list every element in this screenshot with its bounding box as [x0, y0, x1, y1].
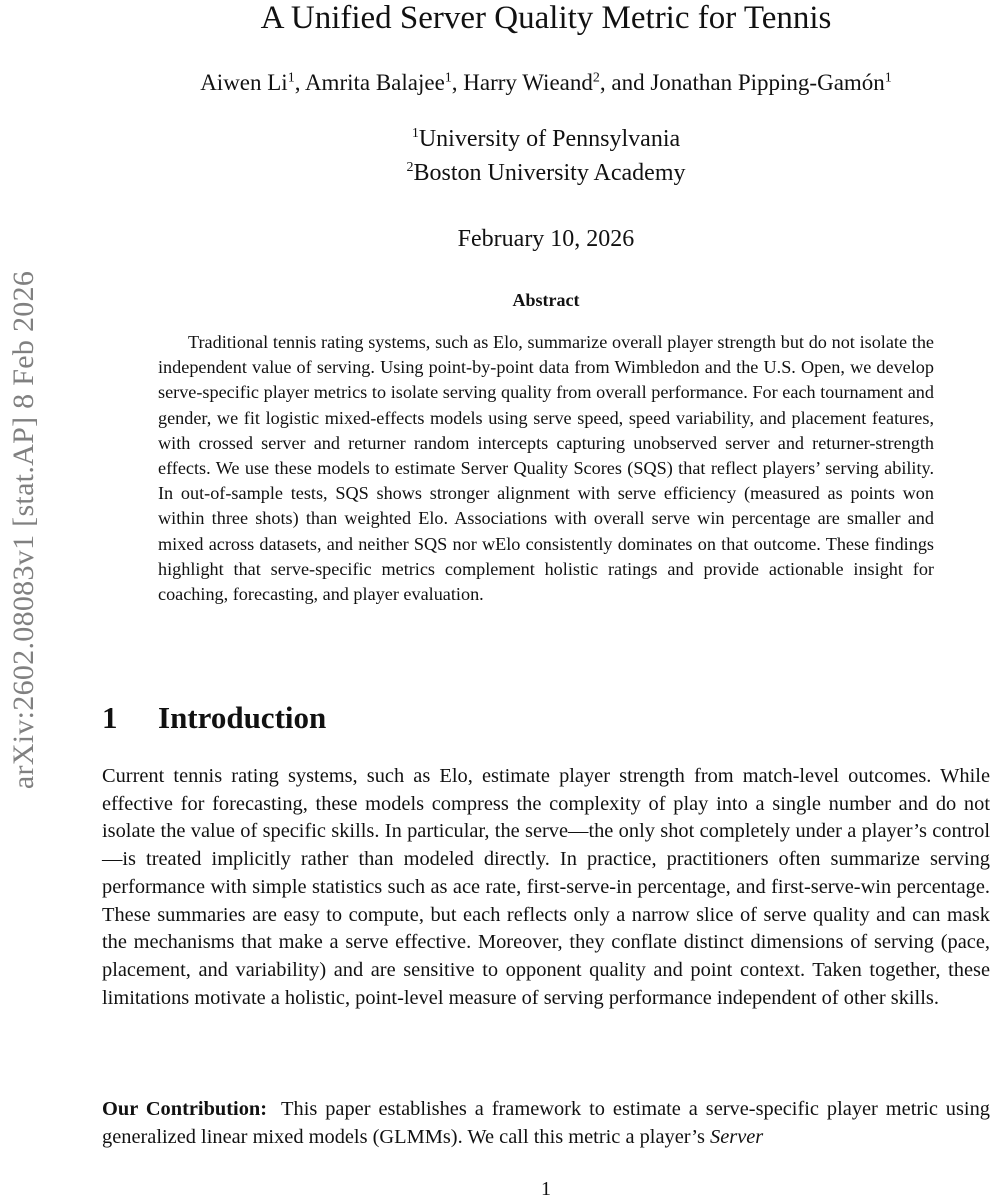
contribution-paragraph: [102, 1096, 990, 1151]
author-name: Harry Wieand: [463, 70, 593, 95]
abstract-text: Traditional tennis rating systems, such as Elo, summarize overall player strength but do not isolate the independent value of serving. Using point-by-point data from Wimbledon and the U.S. Open, we develop serve-specific player metrics to isolate serving quality from overall performance. For each tournament and gender, we fit logistic mixed-effects models using serve speed, speed variability, and placement features, with crossed server and returner random intercepts capturing unobserved server and returner-strength effects. We use these models to estimate Server Quality Scores (SQS) that reflect players’ serving ability. In out-of-sample tests, SQS shows stronger alignment with serve efficiency (measured as points won within three shots) than weighted Elo. Associations with overall serve win percentage are smaller and mixed across datasets, and neither SQS nor wElo consistently dominates on that outcome. These findings highlight that serve-specific metrics complement holistic ratings and provide actionable insight for coaching, forecasting, and player evaluation.: [158, 332, 934, 605]
section-heading: [102, 700, 326, 736]
section-number: 1: [102, 700, 118, 735]
contribution-italic-term: Server: [710, 1125, 764, 1148]
page-number: 1: [541, 1178, 551, 1200]
affiliation: [100, 126, 992, 153]
affiliation-name: Boston University Academy: [413, 160, 686, 186]
section-title: Introduction: [158, 700, 327, 735]
affiliation: [100, 160, 992, 187]
author-name: Aiwen Li: [200, 70, 288, 95]
author-affiliation-mark: 1: [444, 70, 452, 86]
author-affiliation-mark: 2: [592, 70, 600, 86]
affiliation-name: University of Pennsylvania: [418, 126, 681, 152]
arxiv-sidebar-stamp: [4, 200, 44, 860]
arxiv-identifier: arXiv:2602.08083v1 [stat.AP] 8 Feb 2026: [7, 270, 40, 790]
affiliation-mark: 1: [411, 126, 419, 141]
author-affiliation-mark: 1: [287, 70, 295, 86]
contribution-label: Our Contribution:: [102, 1098, 268, 1120]
author-name: Amrita Balajee: [304, 70, 445, 95]
author-name: Jonathan Pipping-Gamón: [650, 70, 885, 95]
abstract-heading: Abstract: [512, 290, 580, 310]
author-list: [100, 70, 992, 96]
author-affiliation-mark: 1: [884, 70, 892, 86]
paper-title: A Unified Server Quality Metric for Tennis: [260, 0, 832, 36]
author-separator: , and: [599, 70, 651, 95]
affiliation-mark: 2: [406, 160, 414, 175]
publication-date: February 10, 2026: [457, 226, 635, 252]
introduction-paragraph: Current tennis rating systems, such as Elo, estimate player strength from match-level outcomes. While effective for forecasting, these models compress the complexity of play into a single number and do not isolate the value of specific skills. In particular, the serve—the only shot completely under a player’s control—is treated implicitly rather than modeled directly. In practice, practitioners often summarize serving performance with simple statistics such as ace rate, first-serve-in percentage, and first-serve-win percentage. These summaries are easy to compute, but each reflects only a narrow slice of serve quality and can mask the mechanisms that make a serve effective. Moreover, they conflate distinct dimensions of serving (pace, placement, and variability) and are sensitive to opponent quality and point context. Taken together, these limitations motivate a holistic, point-level measure of serving performance independent of other skills.: [102, 765, 990, 1009]
author-separator: ,: [451, 70, 464, 95]
contribution-text: This paper establishes a framework to estimate a serve-specific player metric using generalized linear mixed models (GLMMs). We call this metric a player’s: [102, 1098, 990, 1148]
author-separator: ,: [294, 70, 305, 95]
